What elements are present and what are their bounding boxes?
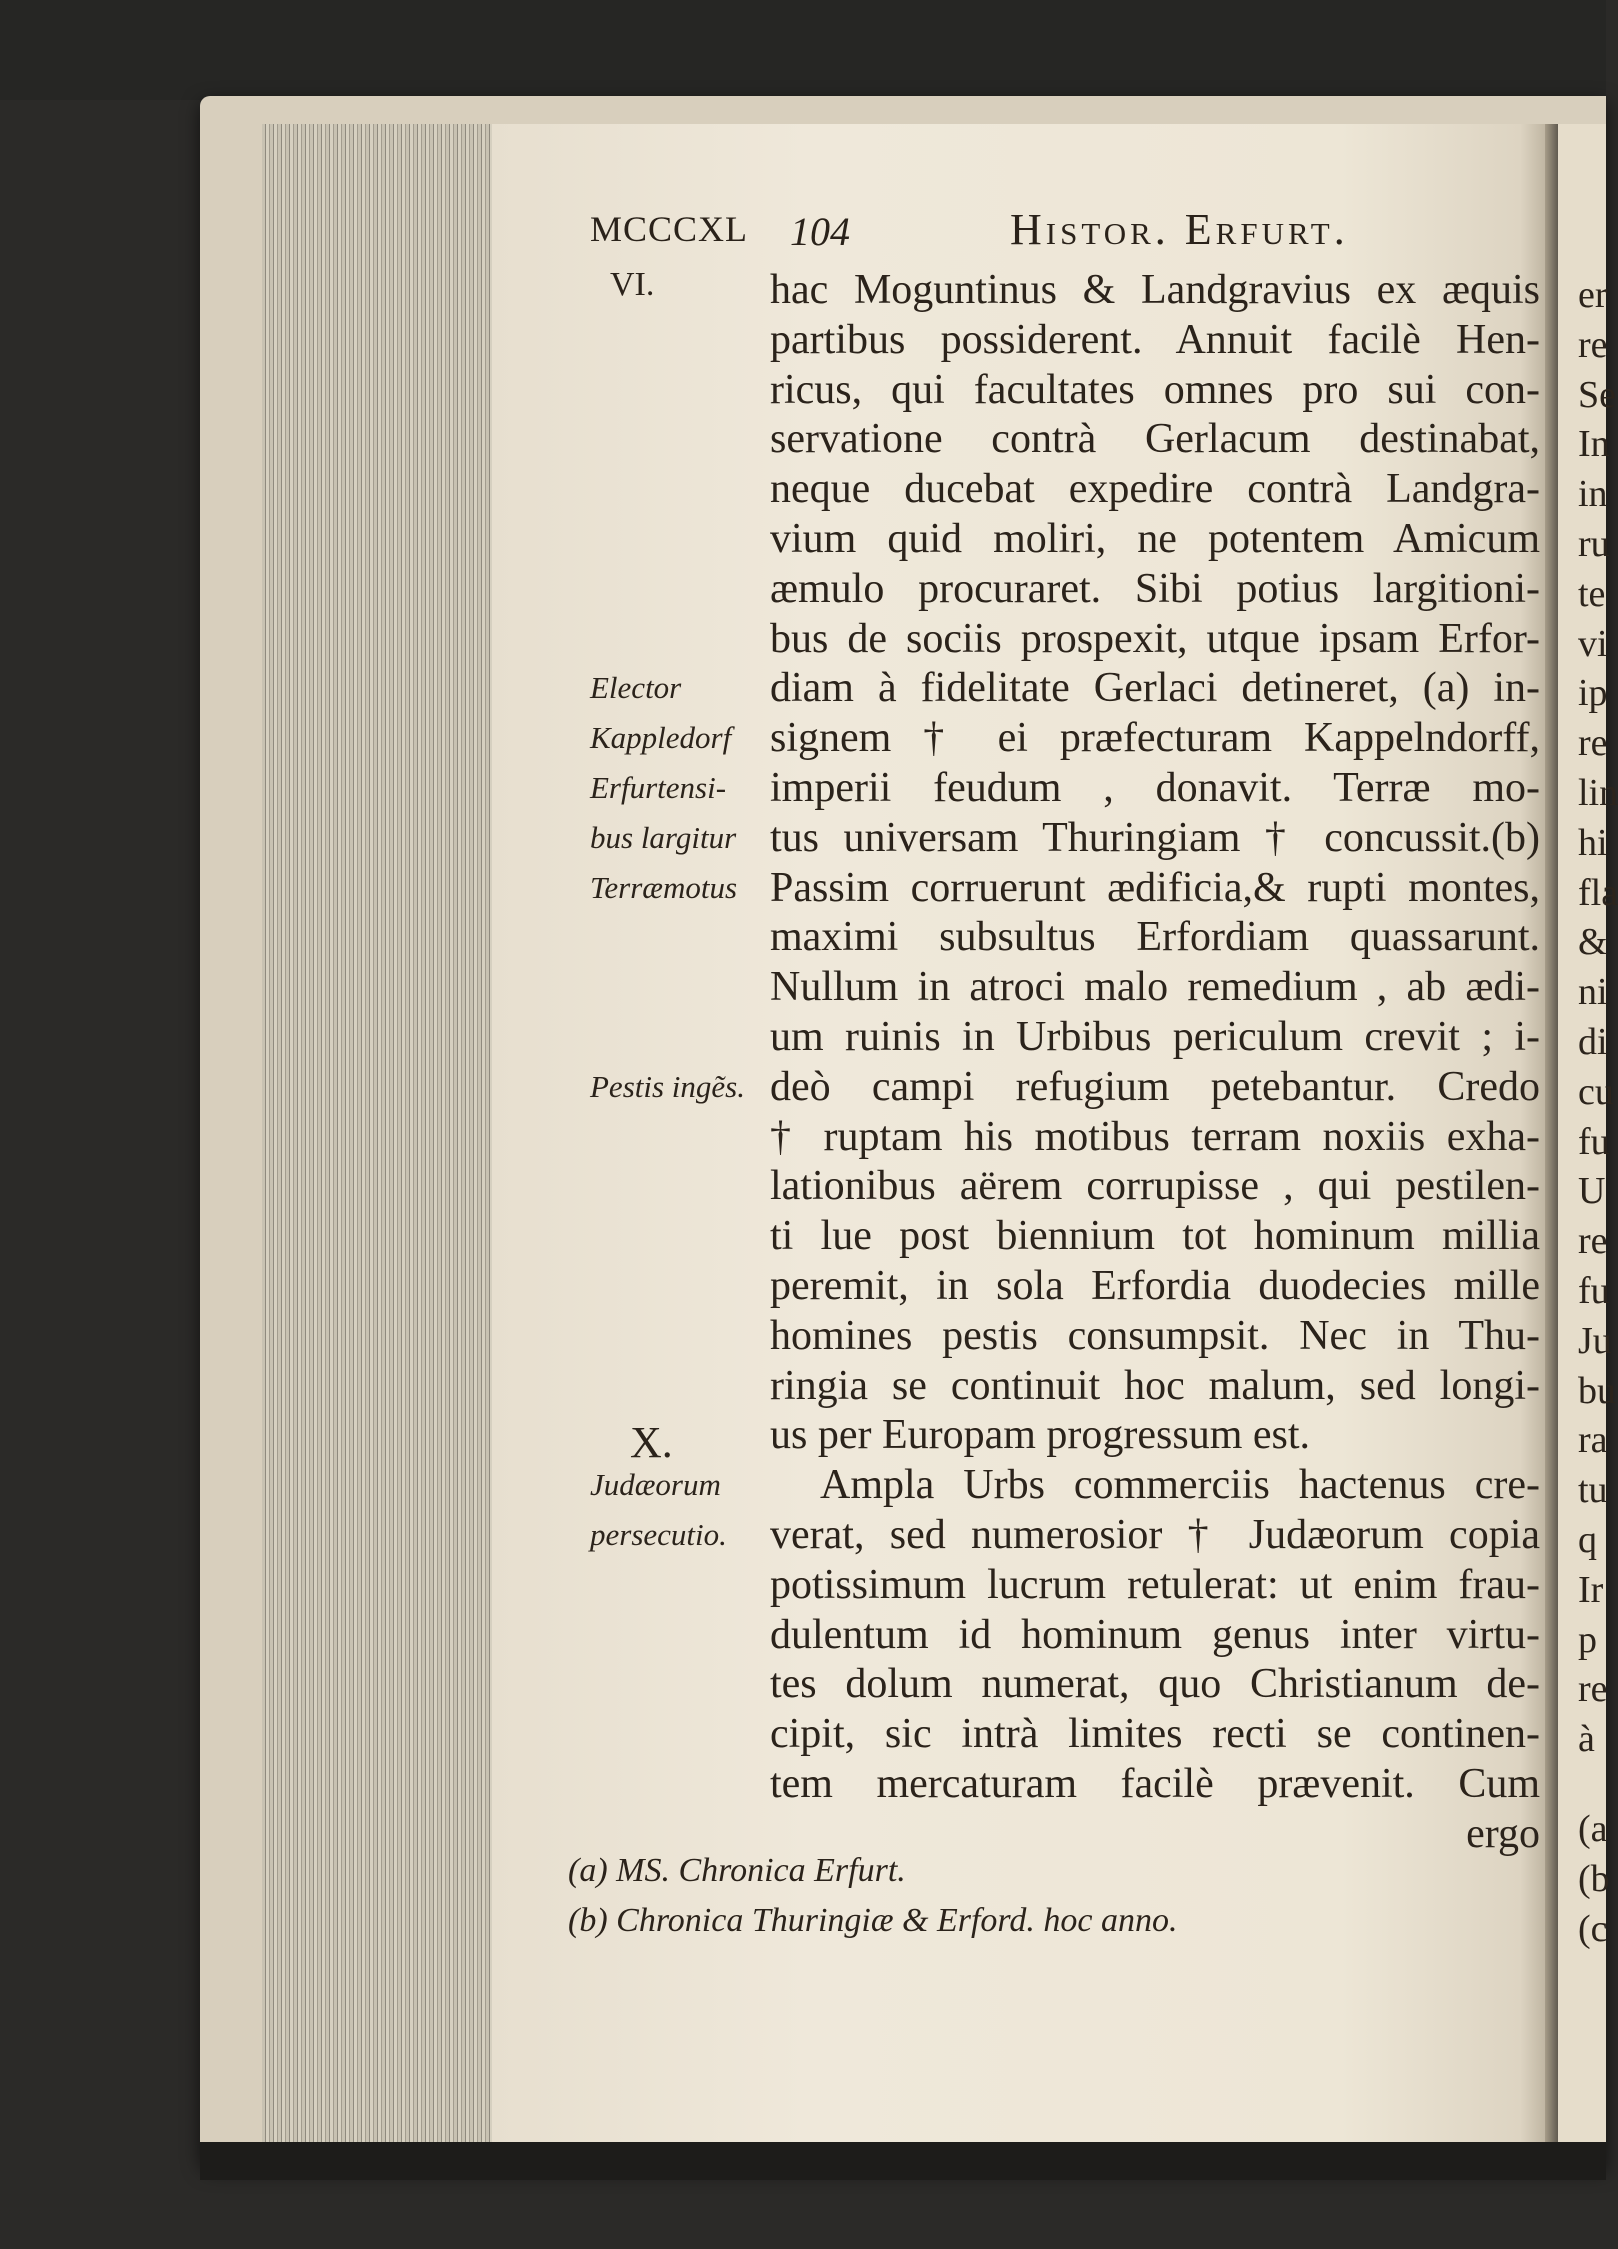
- text-line: bus de sociis prospexit, utque ipsam Erfor-: [770, 615, 1540, 662]
- text-line: hac Moguntinus & Landgravius ex æquis: [770, 267, 1540, 313]
- page-edges: [262, 124, 495, 2150]
- facing-page-fragment: re: [1578, 1220, 1608, 1263]
- text-line: ti lue post biennium tot hominum millia: [770, 1213, 1540, 1260]
- facing-page-fragment: Ir: [1578, 1568, 1604, 1611]
- facing-page-fragment: hi: [1578, 821, 1608, 864]
- facing-page-fragment: fu: [1578, 1120, 1610, 1163]
- text-line: maximi subsultus Erfordiam quassarunt.: [770, 914, 1540, 961]
- facing-page-fragment: Se: [1578, 373, 1616, 416]
- facing-page-fragment: lin: [1578, 772, 1618, 814]
- text-line: partibus possiderent. Annuit facilè Hen-: [770, 316, 1540, 363]
- facing-page-fragment: In: [1578, 423, 1610, 466]
- text-line: Nullum in atroci malo remedium , ab ædi-: [770, 964, 1540, 1011]
- text-line: tus universam Thuringiam † concussit.(b): [770, 814, 1540, 861]
- facing-page-fragment: (b: [1578, 1858, 1610, 1900]
- footnotes: [568, 1846, 1178, 1946]
- text-line: lationibus aërem corrupisse , qui pestilen-: [770, 1163, 1540, 1210]
- facing-page-edge: [1558, 124, 1618, 2142]
- text-line: ringia se continuit hoc malum, sed longi-: [770, 1362, 1540, 1409]
- running-title: Histor. Erfurt.: [1010, 205, 1349, 254]
- text-line: æmulo procuraret. Sibi potius largitioni-: [770, 565, 1540, 612]
- text-line: signem † ei præfecturam Kappelndorff,: [770, 715, 1540, 762]
- book-bottom-edge: [200, 2142, 1606, 2180]
- text-line: cipit, sic intrà limites recti se continen-: [770, 1711, 1540, 1758]
- text-line: vium quid moliri, ne potentem Amicum: [770, 515, 1540, 562]
- running-header: [590, 205, 1470, 268]
- facing-page-fragment: fu: [1578, 1270, 1610, 1312]
- text-line: neque ducebat expedire contrà Landgra-: [770, 466, 1540, 513]
- facing-page-fragment: re: [1578, 1668, 1608, 1711]
- facing-page-fragment: &: [1578, 921, 1608, 964]
- text-line: dulentum id hominum genus inter virtu-: [770, 1611, 1540, 1658]
- text-line: potissimum lucrum retulerat: ut enim frau-: [770, 1561, 1540, 1608]
- margin-note: Elector: [590, 670, 682, 706]
- text-line: ricus, qui facultates omnes pro sui con-: [770, 366, 1540, 413]
- facing-page-fragment: cu: [1578, 1070, 1614, 1113]
- text-line: diam à fidelitate Gerlaci detineret, (a) in-: [770, 665, 1540, 712]
- text-line: Passim corruerunt ædificia,& rupti montes,: [770, 864, 1540, 911]
- facing-page-fragment: er: [1578, 274, 1608, 316]
- background-top: [0, 0, 1606, 100]
- text-line: homines pestis consumpsit. Nec in Thu-: [770, 1312, 1540, 1359]
- margin-note: Terræmotus: [590, 869, 738, 905]
- facing-page-fragment: fla: [1578, 871, 1618, 914]
- text-line: ergo: [1466, 1810, 1540, 1857]
- margin-note: persecutio.: [590, 1517, 727, 1552]
- page-number: 104: [790, 209, 850, 254]
- header-year-continued: VI.: [610, 266, 655, 303]
- facing-page-fragment: re: [1578, 323, 1608, 366]
- facing-page-fragment: (a: [1578, 1808, 1608, 1850]
- facing-page-fragment: q: [1578, 1519, 1597, 1561]
- facing-page-fragment: in: [1578, 473, 1608, 516]
- facing-page-fragment: te: [1578, 572, 1606, 615]
- section-number: X.: [630, 1418, 673, 1468]
- margin-note: Pestis ingẽs.: [590, 1068, 745, 1104]
- gutter-shadow: [1545, 124, 1559, 2142]
- text-line: verat, sed numerosior † Judæorum copia: [770, 1511, 1540, 1558]
- facing-page-fragment: ra: [1578, 1419, 1608, 1462]
- facing-page-fragment: ni: [1578, 971, 1608, 1014]
- text-line: deò campi refugium petebantur. Credo: [770, 1063, 1540, 1110]
- facing-page-fragment: U: [1578, 1170, 1606, 1213]
- facing-page-fragment: à: [1578, 1718, 1595, 1761]
- text-line: us per Europam progressum est.: [770, 1412, 1311, 1459]
- text-line: peremit, in sola Erfordia duodecies mille: [770, 1262, 1540, 1309]
- text-line: tem mercaturam facilè prævenit. Cum: [770, 1760, 1540, 1807]
- facing-page-fragment: re: [1578, 722, 1608, 765]
- footnote: (a) MS. Chronica Erfurt.: [568, 1852, 906, 1889]
- facing-page-fragment: ru: [1578, 523, 1610, 565]
- facing-page-fragment: bu: [1578, 1369, 1616, 1412]
- margin-note: bus largitur: [590, 819, 737, 855]
- facing-page-fragment: ip: [1578, 672, 1608, 715]
- text-line: imperii feudum , donavit. Terræ mo-: [770, 764, 1540, 811]
- facing-page-fragment: di: [1578, 1021, 1608, 1063]
- text-line: † ruptam his motibus terram noxiis exha-: [770, 1113, 1540, 1160]
- margin-note: Erfurtensi-: [590, 770, 727, 805]
- header-year: MCCCXL: [590, 209, 749, 249]
- main-text-block: [770, 266, 1540, 1860]
- facing-page-fragment: tu: [1578, 1469, 1608, 1512]
- facing-page-fragment: (c: [1578, 1908, 1608, 1950]
- text-line: servatione contrà Gerlacum destinabat,: [770, 416, 1540, 463]
- text-line: um ruinis in Urbibus periculum crevit ; i-: [770, 1013, 1540, 1060]
- margin-note: Kappledorf: [590, 720, 732, 756]
- facing-page-fragment: vi: [1578, 622, 1608, 665]
- facing-page-fragment: Ju: [1578, 1319, 1612, 1362]
- margin-note: Judæorum: [590, 1467, 721, 1503]
- facing-page-fragment: p: [1578, 1618, 1597, 1661]
- text-line: tes dolum numerat, quo Christianum de-: [770, 1661, 1540, 1708]
- footnote: (b) Chronica Thuringiæ & Erford. hoc anno.: [568, 1902, 1178, 1939]
- text-line: Ampla Urbs commerciis hactenus cre-: [820, 1462, 1540, 1509]
